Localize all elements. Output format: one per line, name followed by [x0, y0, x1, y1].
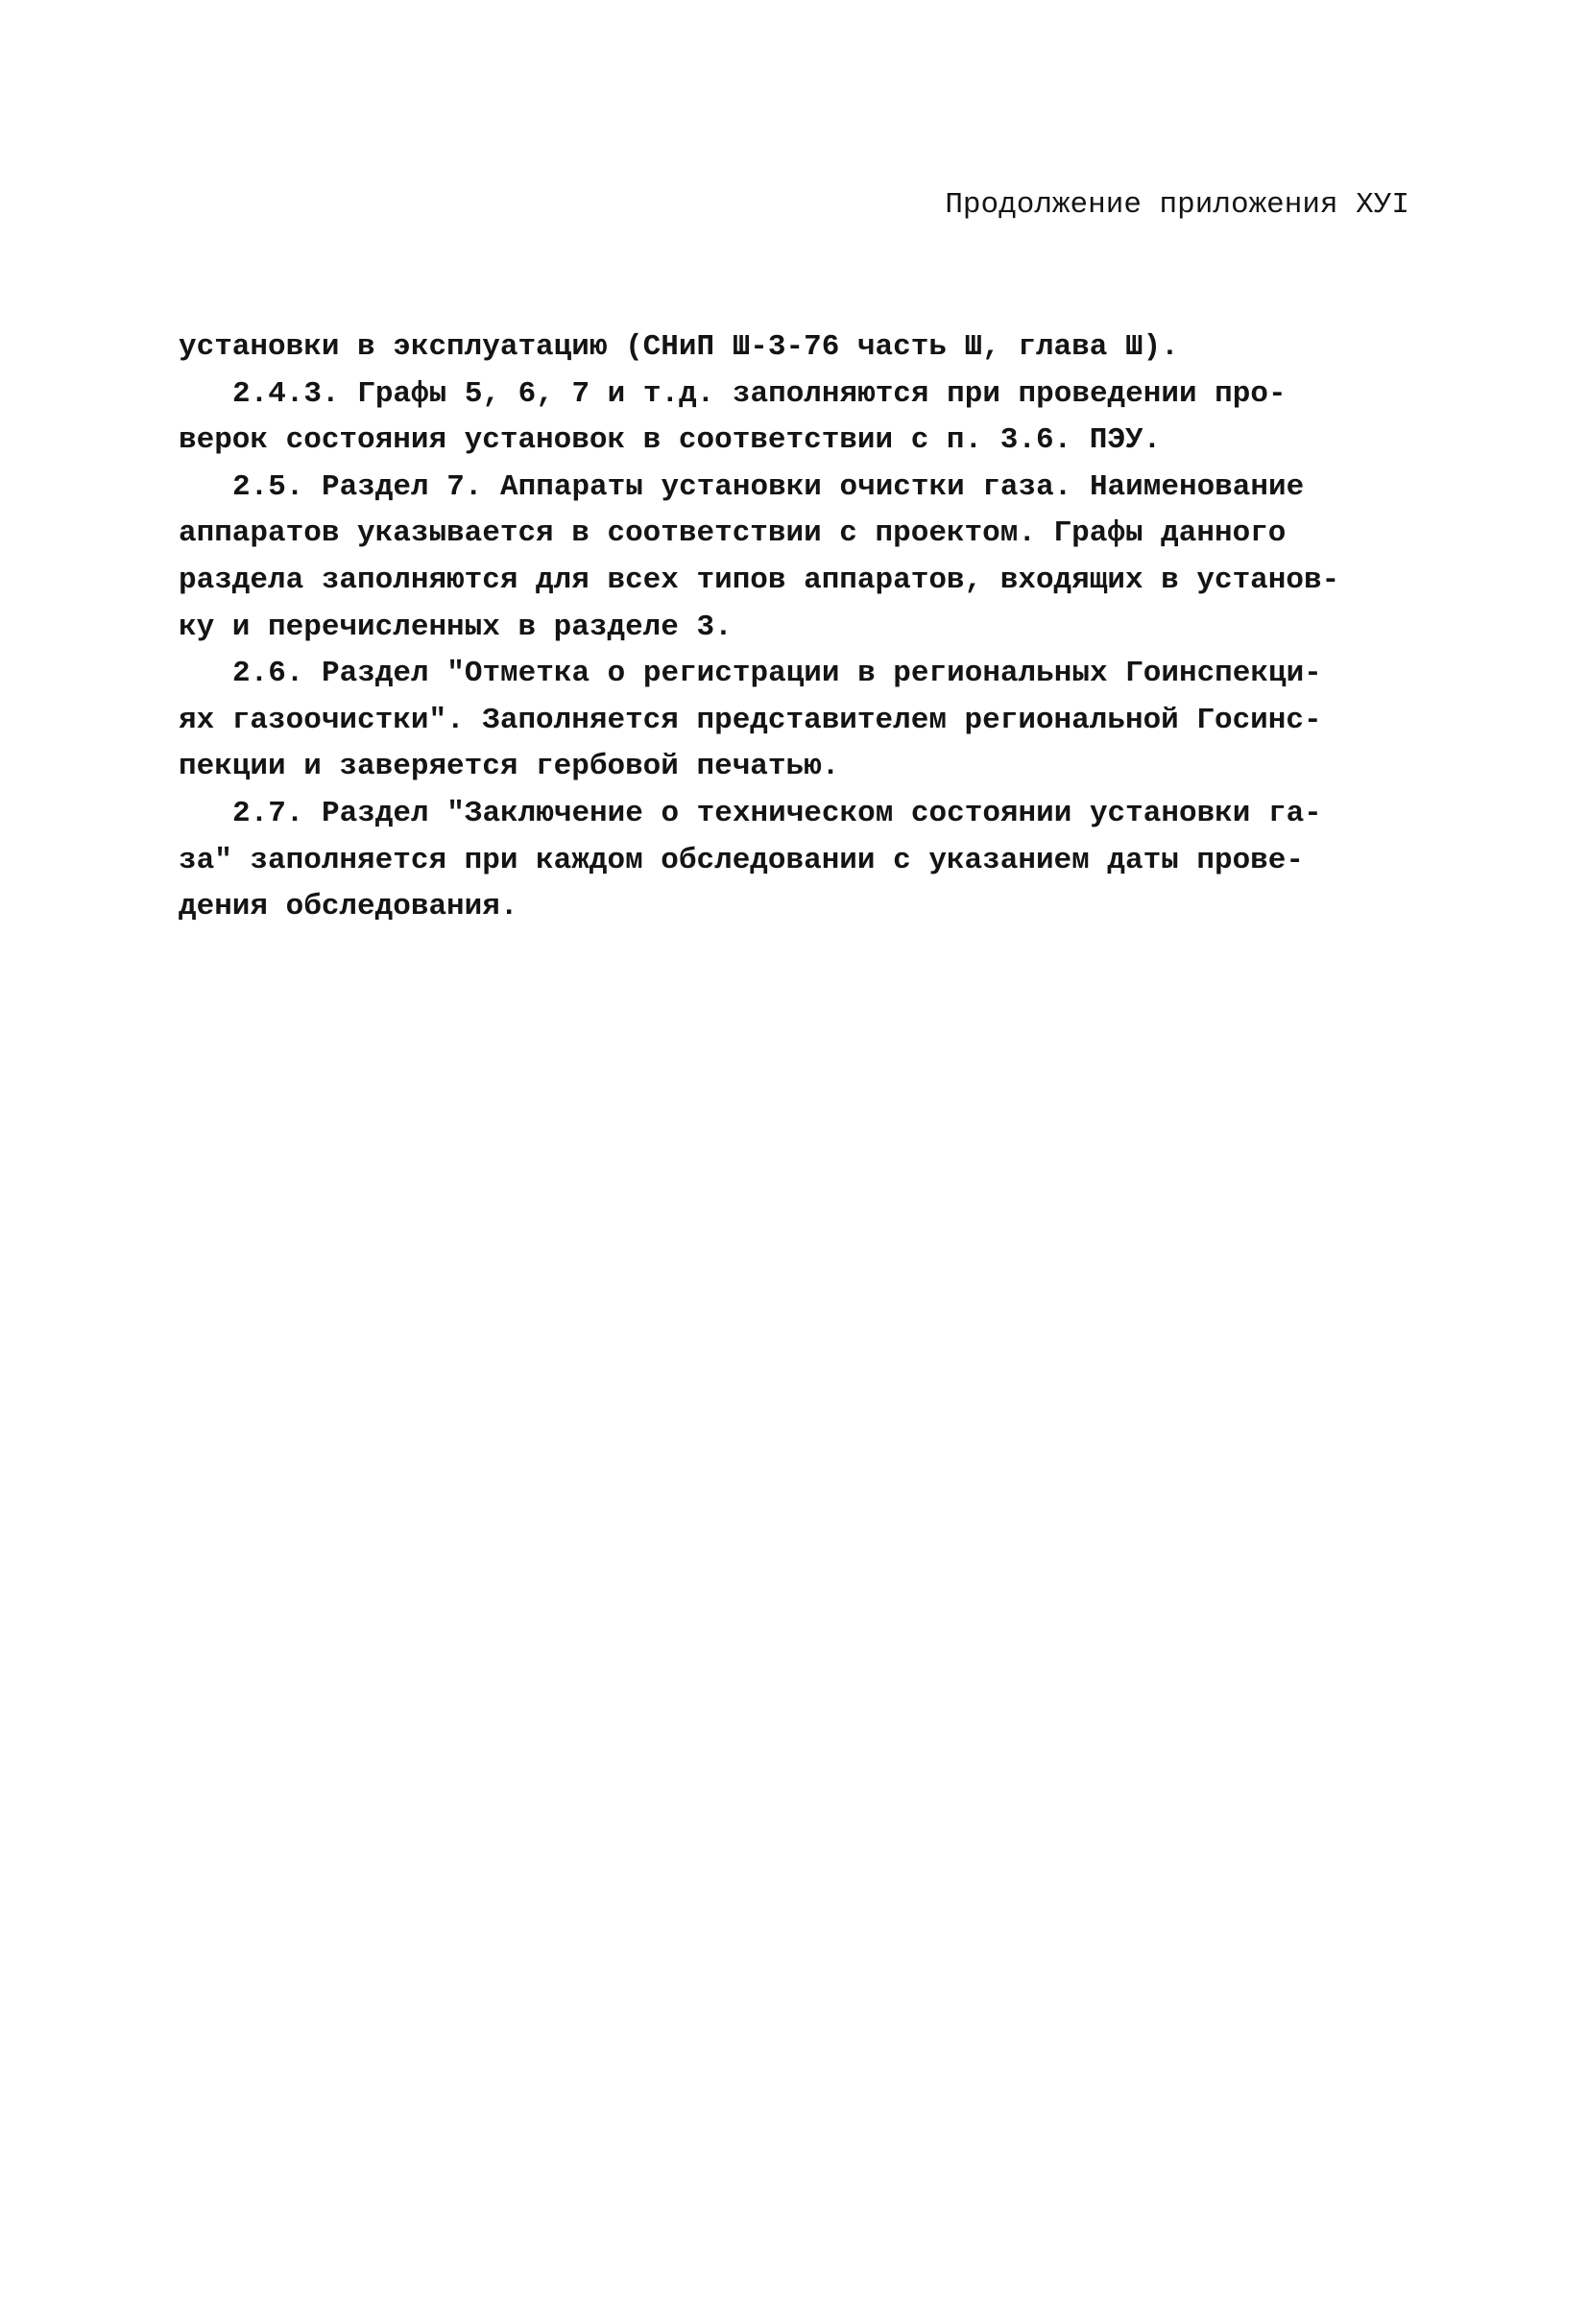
text-line: дения обследования. — [179, 890, 518, 924]
text-line: ку и перечисленных в разделе 3. — [179, 610, 733, 644]
paragraph-2-5 — [179, 465, 1427, 651]
paragraph-2-6 — [179, 651, 1427, 791]
paragraph-2-4-3 — [179, 371, 1427, 465]
text-line: за" заполняется при каждом обследовании с указанием даты прове- — [179, 843, 1304, 877]
text-line: верок состояния установок в соответствии с п. 3.6. ПЭУ. — [179, 423, 1162, 458]
text-line: пекции и заверяется гербовой печатью. — [179, 750, 840, 784]
text-line: аппаратов указывается в соответствии с проектом. Графы данного — [179, 516, 1287, 551]
text-line: ях газоочистки". Заполняется представителем региональной Госинс- — [179, 703, 1322, 737]
text-line: 2.5. Раздел 7. Аппараты установки очистки газа. Наименование — [232, 469, 1305, 504]
paragraph-2-4-2-end — [179, 324, 1427, 371]
text-line: раздела заполняются для всех типов аппаратов, входящих в установ- — [179, 563, 1340, 597]
document-body — [179, 324, 1427, 931]
text-line: 2.4.3. Графы 5, 6, 7 и т.д. заполняются при проведении про- — [232, 376, 1287, 411]
appendix-continuation-header: Продолжение приложения ХУI — [945, 188, 1409, 222]
text-line: установки в эксплуатацию (СНиП Ш-3-76 часть Ш, глава Ш). — [179, 330, 1179, 364]
text-line: 2.6. Раздел "Отметка о регистрации в региональных Гоинспекци- — [232, 657, 1322, 691]
paragraph-2-7 — [179, 791, 1427, 931]
text-line: 2.7. Раздел "Заключение о техническом состоянии установки га- — [232, 796, 1322, 830]
